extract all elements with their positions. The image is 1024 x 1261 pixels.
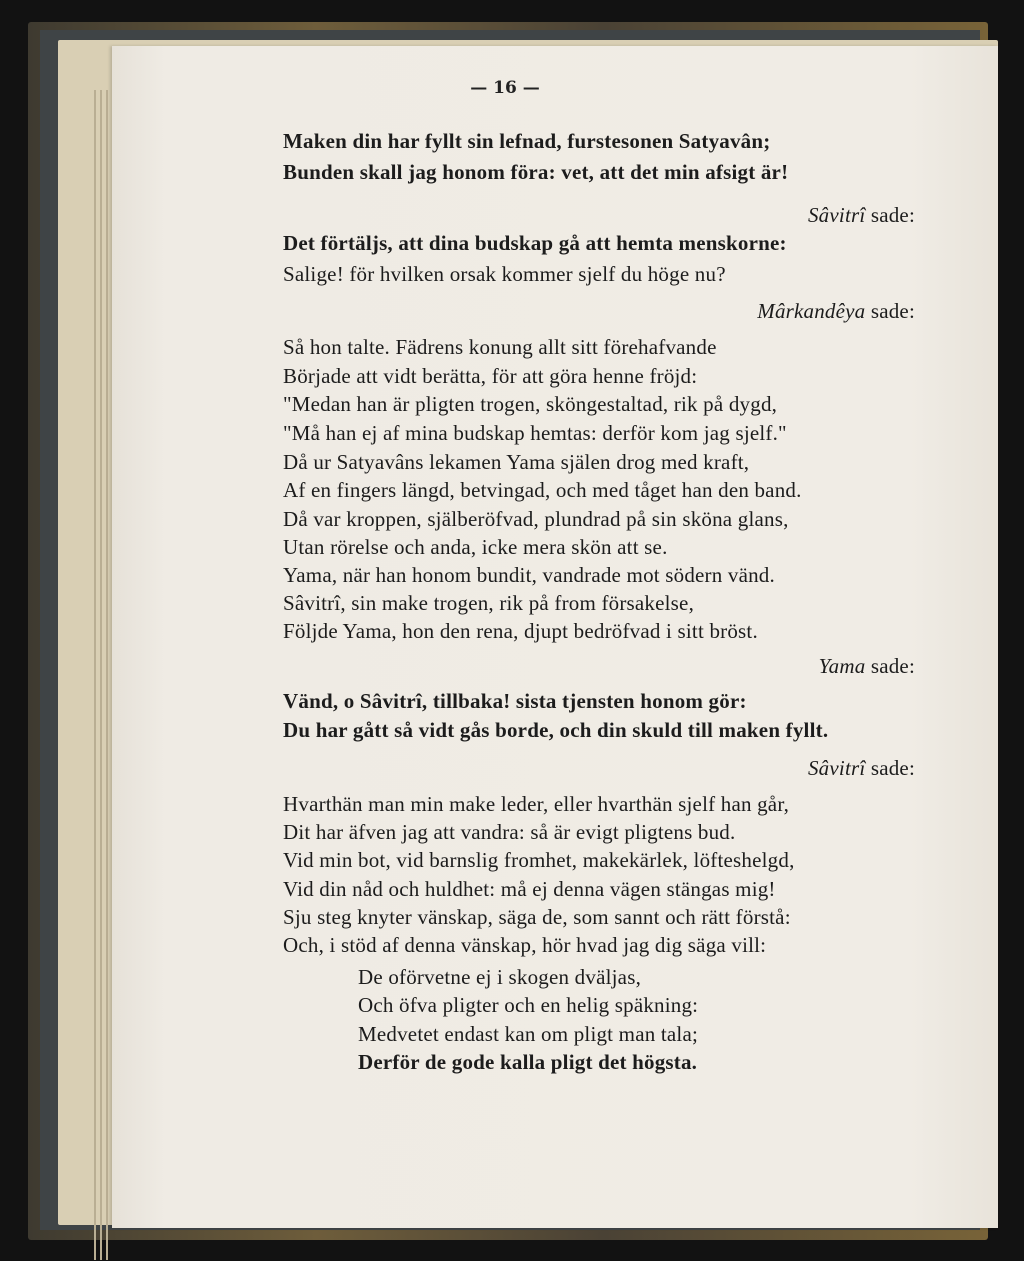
page-edge-line xyxy=(106,90,108,1260)
text-line: Följde Yama, hon den rena, djupt bedröfvad i sitt bröst. xyxy=(283,619,758,643)
text-line: Då var kroppen, själberöfvad, plundrad på sin sköna glans, xyxy=(283,507,789,531)
text-line: Dit har äfven jag att vandra: så är evigt pligtens bud. xyxy=(283,820,736,844)
text-line: Maken din har fyllt sin lefnad, furstesonen Satyavân; xyxy=(283,129,771,153)
speaker-heading xyxy=(808,202,915,228)
speaker-suffix: sade: xyxy=(865,299,915,323)
verse-line: Och öfva pligter och en helig späkning: xyxy=(358,993,699,1017)
text-line: Utan rörelse och anda, icke mera skön att se. xyxy=(283,535,668,559)
text-line: Började att vidt berätta, för att göra henne fröjd: xyxy=(283,364,698,388)
text-line: Hvarthän man min make leder, eller hvarthän sjelf han går, xyxy=(283,792,790,816)
verse-line: Derför de gode kalla pligt det högsta. xyxy=(358,1050,698,1074)
text-line: Så hon talte. Fädrens konung allt sitt förehafvande xyxy=(283,335,717,359)
speaker-name: Mârkandêya xyxy=(757,299,866,323)
speaker-name: Yama xyxy=(818,654,866,678)
text-line: Det förtäljs, att dina budskap gå att hemta menskorne: xyxy=(283,231,787,255)
text-line: Och, i stöd af denna vänskap, hör hvad jag dig säga vill: xyxy=(283,933,767,957)
text-line: Då ur Satyavâns lekamen Yama själen drog med kraft, xyxy=(283,450,750,474)
text-line: "Må han ej af mina budskap hemtas: derför kom jag sjelf." xyxy=(283,421,787,445)
speaker-heading xyxy=(757,298,915,324)
speaker-heading xyxy=(819,653,915,679)
speaker-suffix: sade: xyxy=(865,654,915,678)
speaker-suffix: sade: xyxy=(865,756,915,780)
speaker-name: Sâvitrî xyxy=(807,203,866,227)
text-line: Af en fingers längd, betvingad, och med tåget han den band. xyxy=(283,478,802,502)
page-number: — 16 — xyxy=(470,78,540,98)
text-line: Vid min bot, vid barnslig fromhet, makekärlek, löfteshelgd, xyxy=(283,848,795,872)
text-line: Sju steg knyter vänskap, säga de, som sannt och rätt förstå: xyxy=(283,905,791,929)
speaker-suffix: sade: xyxy=(865,203,915,227)
text-line: Sâvitrî, sin make trogen, rik på from försakelse, xyxy=(283,591,695,615)
text-line: Du har gått så vidt gås borde, och din skuld till maken fyllt. xyxy=(283,718,829,742)
text-line: Salige! för hvilken orsak kommer sjelf du höge nu? xyxy=(283,262,726,286)
page-edge-line xyxy=(94,90,96,1260)
text-line: Yama, när han honom bundit, vandrade mot södern vänd. xyxy=(283,563,775,587)
verse-line: Medvetet endast kan om pligt man tala; xyxy=(358,1022,699,1046)
page-edge-line xyxy=(100,90,102,1260)
text-line: Vid din nåd och huldhet: må ej denna vägen stängas mig! xyxy=(283,877,776,901)
speaker-name: Sâvitrî xyxy=(807,756,866,780)
speaker-heading xyxy=(808,755,915,781)
verse-line: De oförvetne ej i skogen dväljas, xyxy=(358,965,642,989)
text-line: "Medan han är pligten trogen, sköngestaltad, rik på dygd, xyxy=(283,392,778,416)
text-line: Bunden skall jag honom föra: vet, att det min afsigt är! xyxy=(283,160,789,184)
text-line: Vänd, o Sâvitrî, tillbaka! sista tjensten honom gör: xyxy=(283,689,747,713)
